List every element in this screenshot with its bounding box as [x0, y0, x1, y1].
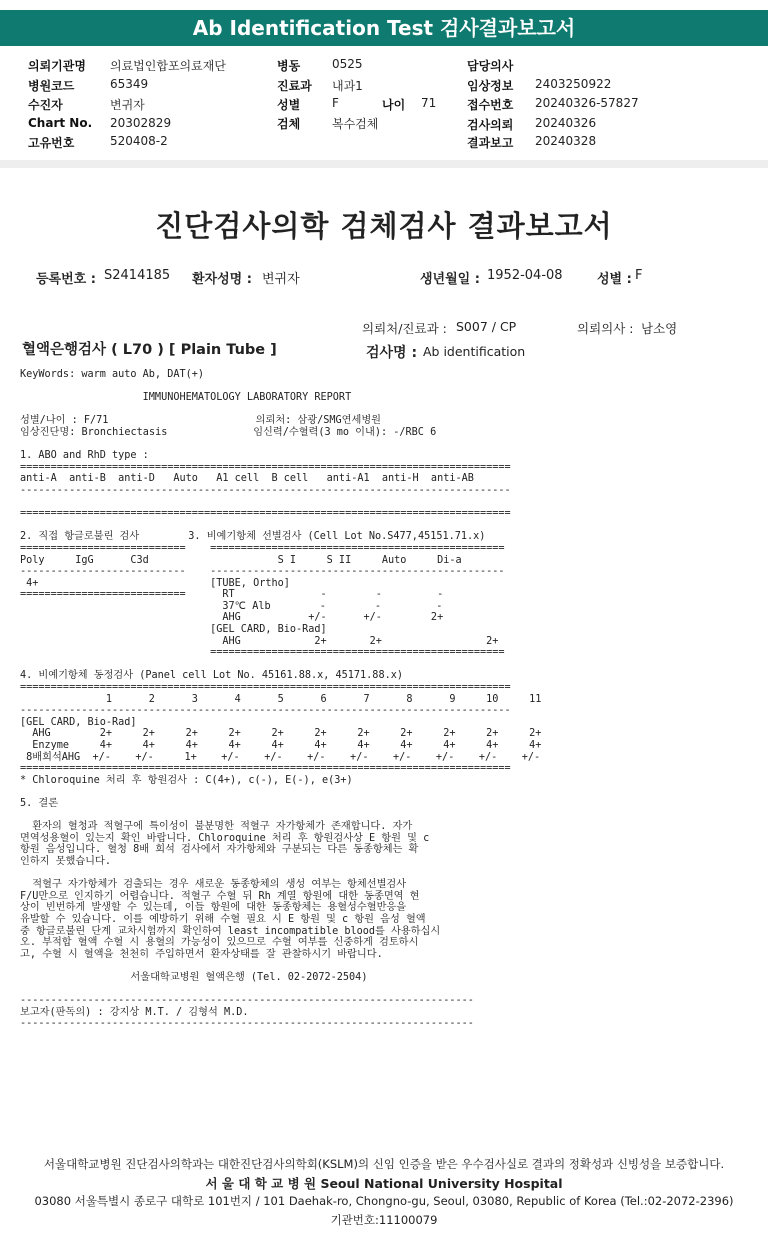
chart-no-value: 20302829 — [110, 116, 172, 130]
report-line: anti-A anti-B anti-D Auto A1 cell B cell anti-A1 anti-H anti-AB — [20, 473, 474, 485]
report-line — [20, 960, 541, 972]
reg-no-label: 등록번호 : — [36, 272, 96, 287]
age-value: 71 — [421, 96, 437, 110]
report-line: 유발할 수 있습니다. 이를 예방하기 위해 수혈 필요 시 E 항원 및 c 항원 음성 혈액 — [20, 913, 426, 925]
request-date-label: 검사의뢰 — [467, 118, 514, 132]
age-label: 나이 — [382, 98, 406, 112]
exam-name-label: 검사명 : — [366, 345, 418, 361]
recipient-label: 수진자 — [28, 98, 63, 112]
report-line — [20, 404, 541, 416]
report-body — [20, 369, 541, 1030]
report-line: KeyWords: warm auto Ab, DAT(+) — [20, 369, 205, 380]
clinical-info-value: 2403250922 — [535, 77, 612, 91]
report-line: 인하지 못했습니다. — [20, 855, 111, 867]
report-line — [20, 786, 541, 798]
patient-name-label: 환자성명 : — [192, 272, 252, 287]
report-line: -------------------------------------------------------------------------------- — [20, 484, 511, 496]
recipient-value: 변귀자 — [110, 98, 145, 112]
report-line — [20, 983, 541, 995]
report-line: [GEL CARD, Bio-Rad] — [20, 716, 137, 728]
requester-value: S007 / CP — [456, 319, 517, 334]
report-line: 1 2 3 4 5 6 7 8 9 10 11 — [20, 693, 542, 705]
unique-no-value: 520408-2 — [110, 134, 168, 148]
report-line: 4+ [TUBE, Ortho] — [20, 577, 290, 589]
specimen-label: 검체 — [277, 117, 301, 131]
report-line: --------------------------- ------------------------------------------------ — [20, 566, 505, 578]
report-line: 고, 수혈 시 혈액을 천천히 주입하면서 환자상태를 잘 관찰하시기 바랍니다. — [20, 948, 383, 960]
institution-label: 의뢰기관명 — [28, 59, 86, 73]
report-sex-value: F — [635, 268, 643, 283]
report-line: ================================================================================ — [20, 461, 511, 473]
hospital-code-value: 65349 — [110, 77, 149, 91]
report-line: 8배희석AHG +/- +/- 1+ +/- +/- +/- +/- +/- +/- +/- +/- — [20, 751, 541, 763]
request-date-value: 20240326 — [535, 116, 597, 130]
requester-label: 의뢰처/진료과 : — [362, 321, 447, 336]
doctor-label: 담당의사 — [467, 59, 514, 73]
report-line: 임상진단명: Bronchiectasis 임신력/수혈력(3 mo 이내): -/RBC 6 — [20, 426, 437, 438]
report-line — [20, 497, 541, 509]
report-line: 4. 비예기항체 동정검사 (Panel cell Lot No. 45161.88.x, 45171.88.x) — [20, 670, 403, 682]
report-line: 중 항글로불린 단계 교차시험까지 확인하여 least incompatible blood를 사용하십시 — [20, 925, 441, 937]
birth-label: 생년월일 : — [420, 272, 480, 287]
section-divider — [0, 160, 768, 168]
report-line: AHG +/- +/- 2+ — [20, 612, 444, 624]
report-line: -------------------------------------------------------------------------- — [20, 1018, 474, 1030]
report-line — [20, 810, 541, 822]
report-title: 진단검사의학 검체검사 결과보고서 — [155, 209, 613, 243]
sex-label: 성별 — [277, 98, 301, 112]
certification-text: 서울대학교병원 진단검사의학과는 대한진단검사의학회(KSLM)의 신임 인증을 받은 우수검사실로 결과의 정확성과 신빙성을 보증합니다. — [43, 1157, 725, 1171]
report-line: 환자의 혈청과 적혈구에 특이성이 불분명한 적혈구 자가항체가 존재합니다. 자가 — [20, 821, 413, 833]
report-sex-label: 성별 : — [597, 272, 632, 287]
report-line — [20, 520, 541, 532]
report-line: [GEL CARD, Bio-Rad] — [20, 624, 327, 636]
report-line: F/U만으로 인지하기 어렵습니다. 적혈구 수혈 뒤 Rh 계열 항원에 대한 동종면역 현 — [20, 890, 420, 902]
department-value: 내과1 — [332, 79, 363, 93]
report-line: 면역성용혈이 있는지 확인 바랍니다. Chloroquine 처리 후 항원검사상 E 항원 및 c — [20, 832, 430, 844]
department-label: 진료과 — [277, 79, 312, 93]
report-line: 오. 부적합 혈액 수혈 시 용혈의 가능성이 있으므로 수혈 여부를 신중하게 검토하시 — [20, 937, 419, 949]
exam-name-value: Ab identification — [423, 344, 526, 359]
report-line: AHG 2+ 2+ 2+ — [20, 635, 499, 647]
report-date-label: 결과보고 — [467, 136, 514, 150]
report-line: 서울대학교병원 혈액은행 (Tel. 02-2072-2504) — [20, 971, 368, 983]
report-date-value: 20240328 — [535, 134, 597, 148]
report-line — [20, 659, 541, 671]
report-line: 보고자(판독의) : 강지상 M.T. / 김형석 M.D. — [20, 1006, 249, 1018]
ward-value: 0525 — [332, 57, 363, 71]
report-line: 성별/나이 : F/71 의뢰처: 삼광/SMG연세병원 — [20, 415, 382, 427]
requesting-doctor-label: 의뢰의사 : — [577, 321, 634, 336]
report-line: 1. ABO and RhD type : — [20, 450, 149, 462]
specimen-value: 복수검체 — [332, 117, 379, 131]
report-line: 상이 빈번하게 발생할 수 있는데, 이들 항원에 대한 동종항체는 용혈성수혈반응을 — [20, 902, 407, 914]
report-line: 적혈구 자가항체가 검출되는 경우 새로운 동종항체의 생성 여부는 항체선별검사 — [20, 879, 407, 891]
report-line: ================================================================================ — [20, 682, 511, 694]
clinical-info-label: 임상정보 — [467, 79, 514, 93]
report-line: Enzyme 4+ 4+ 4+ 4+ 4+ 4+ 4+ 4+ 4+ 4+ 4+ — [20, 740, 542, 751]
report-line: -------------------------------------------------------------------------------- — [20, 705, 511, 717]
report-line: 5. 결론 — [20, 797, 59, 809]
hospital-name: 서 울 대 학 교 병 원 Seoul National University Hospital — [205, 1176, 563, 1191]
report-line: 2. 직접 항글로불린 검사 3. 비예기항체 선별검사 (Cell Lot No.S477,45151.71.x) — [20, 531, 486, 543]
report-line — [20, 439, 541, 451]
report-line: AHG 2+ 2+ 2+ 2+ 2+ 2+ 2+ 2+ 2+ 2+ 2+ — [20, 728, 542, 740]
report-line: 37℃ Alb - - - — [20, 600, 443, 612]
report-line: -------------------------------------------------------------------------- — [20, 995, 474, 1007]
sex-value: F — [332, 96, 339, 110]
institution-value: 의료법인합포의료재단 — [110, 59, 226, 73]
unique-no-label: 고유번호 — [28, 136, 75, 150]
hospital-address: 03080 서울특별시 종로구 대학로 101번지 / 101 Daehak-ro, Chongno-gu, Seoul, 03080, Republic of Korea (Tel.:02-2072-2396) — [34, 1194, 734, 1208]
receipt-no-label: 접수번호 — [467, 98, 514, 112]
report-line: ================================================================================ — [20, 508, 511, 520]
requesting-doctor-value: 남소영 — [641, 321, 678, 336]
reg-no-value: S2414185 — [104, 268, 171, 283]
report-line: =========================== RT - - - — [20, 589, 444, 601]
report-header-title: Ab Identification Test 검사결과보고서 — [0, 10, 768, 46]
report-line — [20, 868, 541, 880]
receipt-no-value: 20240326-57827 — [535, 96, 639, 110]
report-line: * Chloroquine 처리 후 항원검사 : C(4+), c(-), E(-), e(3+) — [20, 774, 353, 786]
report-line: ================================================================================ — [20, 763, 511, 775]
exam-group: 혈액은행검사 ( L70 ) [ Plain Tube ] — [22, 342, 277, 358]
patient-name-value: 변귀자 — [262, 272, 300, 287]
report-line — [20, 381, 541, 393]
report-line: Poly IgG C3d S I S II Auto Di-a — [20, 554, 462, 566]
report-line: IMMUNOHEMATOLOGY LABORATORY REPORT — [20, 392, 352, 404]
report-line: ================================================ — [20, 647, 505, 659]
birth-value: 1952-04-08 — [487, 268, 563, 283]
report-line: =========================== ================================================ — [20, 542, 505, 554]
report-line: 항원 음성입니다. 혈청 8배 희석 검사에서 자가항체와 구분되는 다른 동종항체는 확 — [20, 844, 419, 856]
hospital-code-label: 병원코드 — [28, 79, 75, 93]
chart-no-label: Chart No. — [28, 116, 93, 130]
ward-label: 병동 — [277, 59, 301, 73]
institution-number: 기관번호:11100079 — [330, 1213, 438, 1227]
